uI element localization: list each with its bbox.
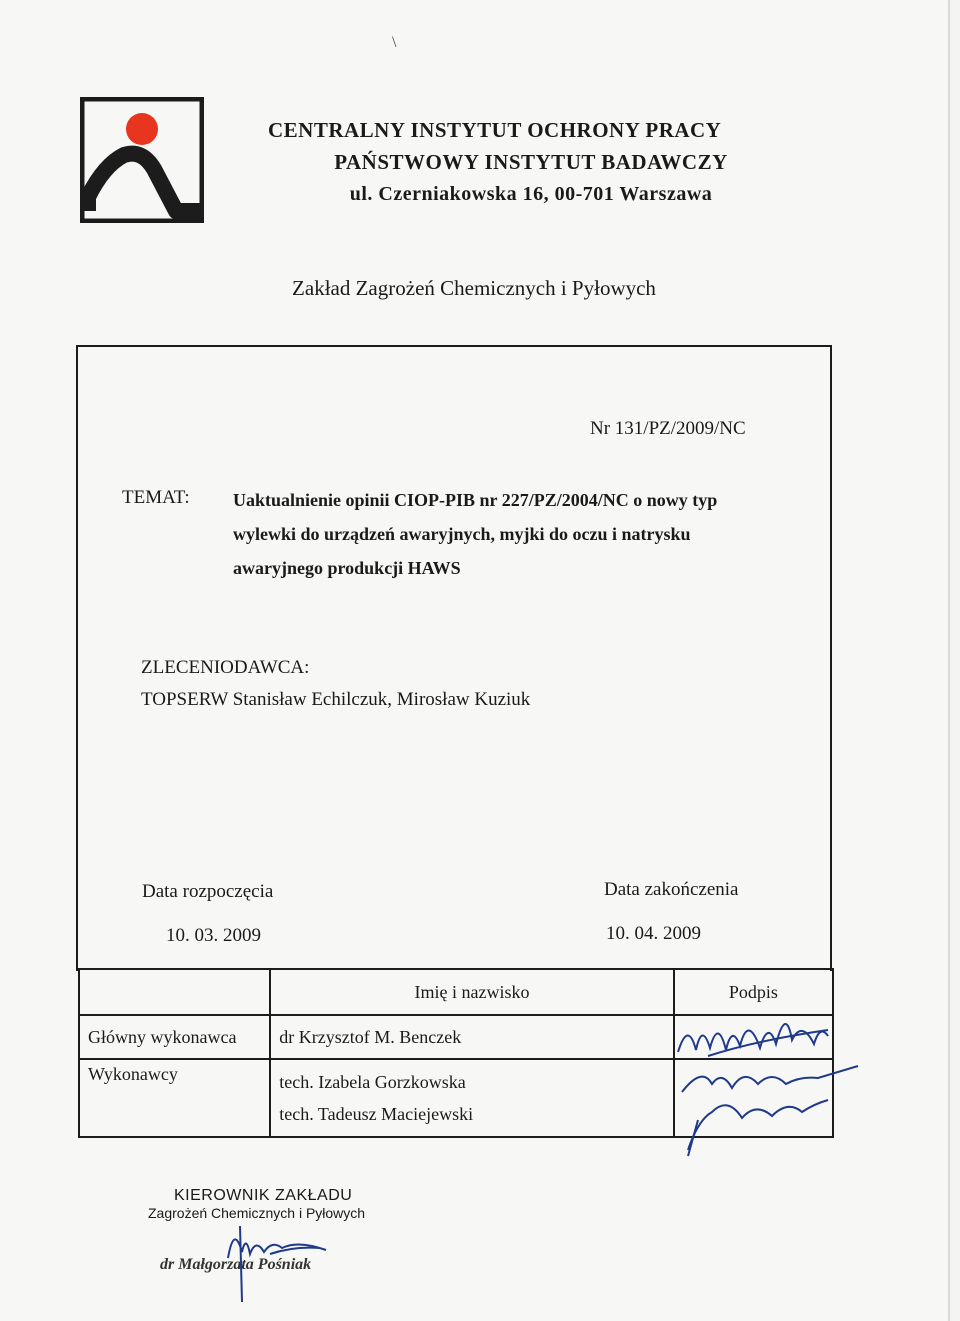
client-value: TOPSERW Stanisław Echilczuk, Mirosław Kuziuk — [141, 689, 531, 710]
table-header-signature: Podpis — [674, 969, 833, 1015]
table-header-empty — [79, 969, 270, 1015]
row-name: tech. Izabela Gorzkowska — [279, 1072, 466, 1092]
end-date-value: 10. 04. 2009 — [606, 923, 701, 944]
row-role: Wykonawcy — [79, 1059, 270, 1137]
topic-text — [233, 483, 791, 585]
row-role: Główny wykonawca — [79, 1015, 270, 1059]
topic-line: awaryjnego produkcji HAWS — [233, 558, 461, 578]
stamp-title: KIEROWNIK ZAKŁADU — [174, 1187, 353, 1204]
institute-name: CENTRALNY INSTYTUT OCHRONY PRACY — [268, 118, 722, 142]
logo-red-dot — [126, 113, 158, 145]
table-header-name: Imię i nazwisko — [270, 969, 673, 1015]
institute-subtitle: PAŃSTWOWY INSTYTUT BADAWCZY — [334, 150, 728, 174]
institute-header — [266, 114, 796, 210]
ciop-logo — [80, 97, 204, 223]
head-stamp — [148, 1187, 366, 1273]
start-date-value: 10. 03. 2009 — [166, 925, 261, 946]
stamp-department: Zagrożeń Chemicznych i Pyłowych — [148, 1205, 366, 1221]
row-name: dr Krzysztof M. Benczek — [270, 1015, 673, 1059]
end-date-label: Data zakończenia — [604, 879, 739, 900]
document-number: Nr 131/PZ/2009/NC — [590, 418, 746, 439]
scan-mark: \ — [392, 34, 397, 51]
stamp-person: dr Małgorzata Pośniak — [160, 1256, 312, 1273]
handwritten-signatures — [668, 1000, 868, 1160]
head-signature — [220, 1218, 340, 1308]
department-name: Zakład Zagrożeń Chemicznych i Pyłowych — [292, 276, 656, 300]
institute-address: ul. Czerniakowska 16, 00-701 Warszawa — [349, 183, 713, 205]
start-date-label: Data rozpoczęcia — [142, 881, 274, 902]
client-label: ZLECENIODAWCA: — [141, 657, 310, 678]
row-names — [270, 1059, 673, 1137]
row-name: tech. Tadeusz Maciejewski — [279, 1104, 474, 1124]
topic-line: Uaktualnienie opinii CIOP-PIB nr 227/PZ/2004/NC o nowy typ — [233, 490, 718, 510]
topic-label: TEMAT: — [122, 487, 190, 508]
topic-line: wylewki do urządzeń awaryjnych, myjki do oczu i natrysku — [233, 524, 691, 544]
